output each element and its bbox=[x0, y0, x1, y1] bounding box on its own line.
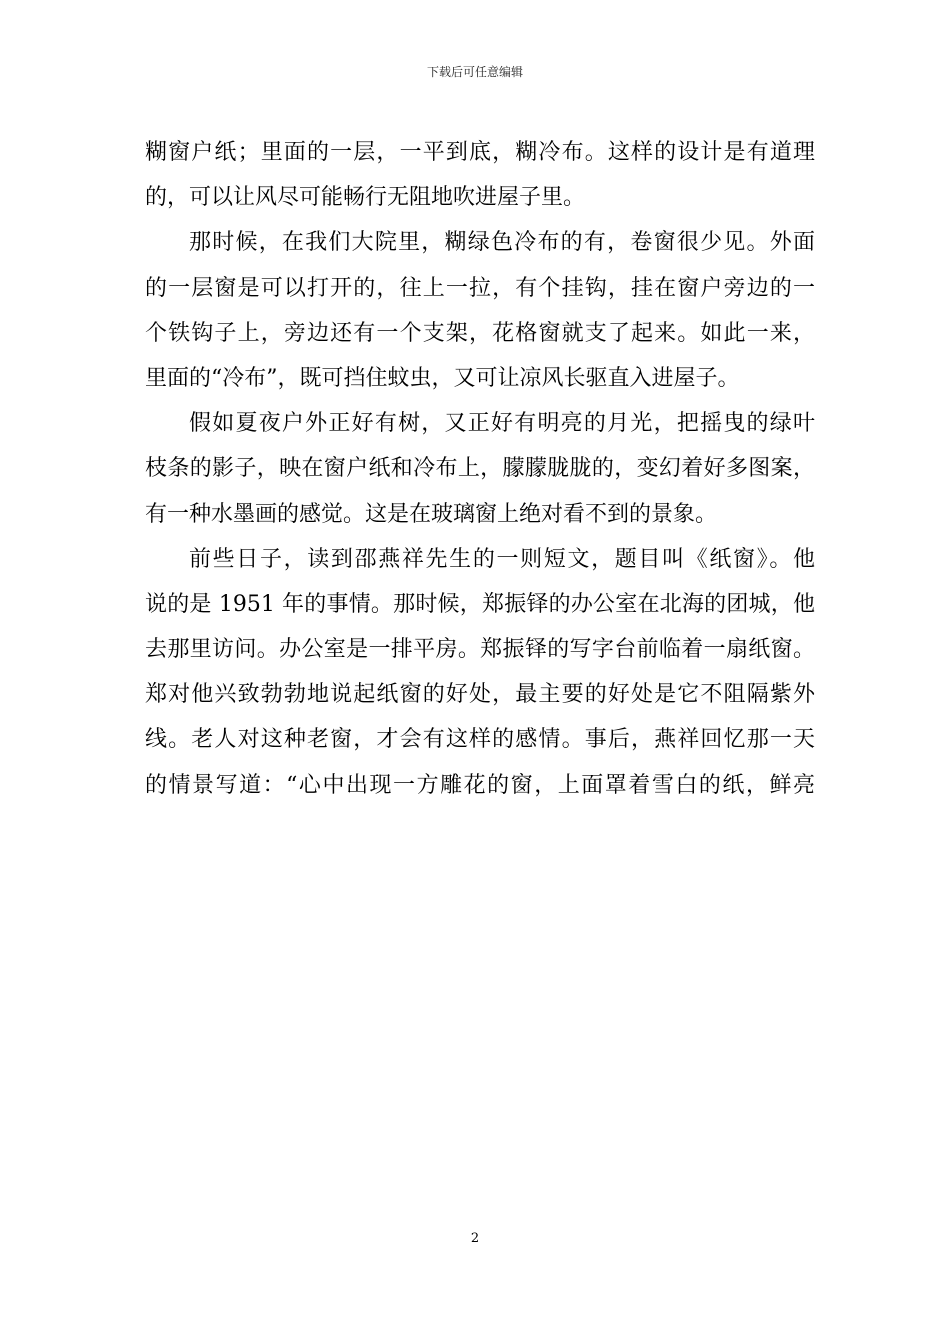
text-line: 前些日子，读到邵燕祥先生的一则短文，题目叫《纸窗》。他 bbox=[189, 546, 815, 572]
page-header: 下载后可任意编辑 bbox=[426, 65, 523, 79]
text-line: 那时候，在我们大院里，糊绿色冷布的有，卷窗很少见。外面 bbox=[189, 230, 815, 256]
text-line: 有一种水墨画的感觉。这是在玻璃窗上绝对看不到的景象。 bbox=[145, 501, 718, 527]
text-line: 的一层窗是可以打开的，往上一拉，有个挂钩，挂在窗户旁边的一 bbox=[145, 275, 815, 301]
text-line: 郑对他兴致勃勃地说起纸窗的好处，最主要的好处是它不阻隔紫外 bbox=[145, 682, 815, 708]
text-line: 线。老人对这种老窗，才会有这样的感情。事后，燕祥回忆那一天 bbox=[145, 727, 815, 753]
text-line: 里面的“冷布”，既可挡住蚊虫，又可让凉风长驱直入进屋子。 bbox=[145, 365, 740, 391]
text-line: 的情景写道：“心中出现一方雕花的窗，上面罩着雪白的纸，鲜亮 bbox=[145, 772, 815, 798]
text-line: 枝条的影子，映在窗户纸和冷布上，朦朦胧胧的，变幻着好多图案， bbox=[145, 456, 815, 482]
page-number: 2 bbox=[470, 1231, 480, 1246]
body-text bbox=[145, 130, 815, 808]
text-line: 个铁钩子上，旁边还有一个支架，花格窗就支了起来。如此一来， bbox=[145, 320, 815, 346]
text-line: 假如夏夜户外正好有树，又正好有明亮的月光，把摇曳的绿叶 bbox=[189, 411, 815, 437]
text-line: 的，可以让风尽可能畅行无阻地吹进屋子里。 bbox=[145, 185, 586, 211]
text-line: 糊窗户纸；里面的一层，一平到底，糊冷布。这样的设计是有道理 bbox=[145, 140, 815, 165]
text-line: 去那里访问。办公室是一排平房。郑振铎的写字台前临着一扇纸窗。 bbox=[145, 637, 815, 663]
text-line: 说的是 1951 年的事情。那时候，郑振铎的办公室在北海的团城，他 bbox=[145, 591, 815, 617]
